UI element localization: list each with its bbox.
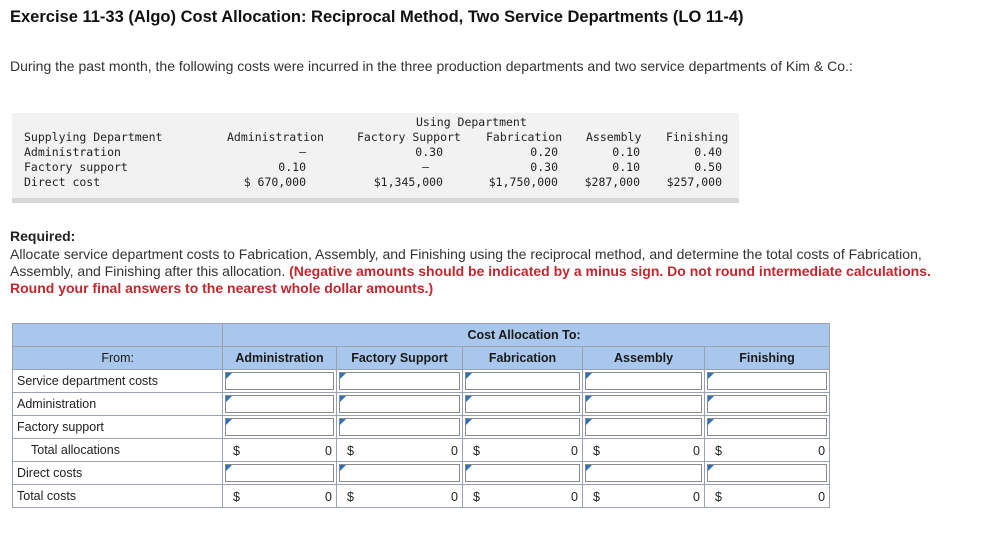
cell-factory-fabrication: 0.30 (530, 160, 558, 174)
allocation-answer-table (12, 323, 830, 508)
total-alloc-factory (337, 439, 463, 462)
total-cost-assembly-value: 0 (693, 490, 700, 504)
cost-allocation-to-header (223, 324, 830, 347)
total-alloc-assembly (583, 439, 705, 462)
required-instructions: Allocate service department costs to Fabrication, Assembly, and Finishing using the reciprocal method, and determine the total costs of Fabrication, Assembly, and Finishing after this allocation. (10, 246, 922, 279)
cell-direct-finishing: $257,000 (666, 175, 722, 189)
input-admin-fabrication[interactable] (463, 393, 583, 416)
currency-symbol: $ (473, 444, 480, 458)
input-direct-admin[interactable] (223, 462, 337, 485)
col-header-administration: Administration (227, 130, 324, 144)
row-service-department-costs: Service department costs (13, 370, 223, 393)
table-row (13, 439, 830, 462)
cell-factory-finishing: 0.50 (694, 160, 722, 174)
col-header-finishing: Finishing (666, 130, 729, 144)
cell-admin-finishing: 0.40 (694, 145, 722, 159)
total-alloc-factory-value: 0 (451, 444, 458, 458)
total-alloc-assembly-value: 0 (693, 444, 700, 458)
input-factory-fabrication[interactable] (463, 416, 583, 439)
cell-admin-fabrication: 0.20 (530, 145, 558, 159)
input-admin-assembly[interactable] (583, 393, 705, 416)
cell-direct-admin: $ 670,000 (243, 175, 306, 189)
currency-symbol: $ (347, 444, 354, 458)
input-admin-admin[interactable] (223, 393, 337, 416)
row-total-costs: Total costs (13, 485, 223, 508)
input-direct-factory[interactable] (337, 462, 463, 485)
currency-symbol: $ (347, 490, 354, 504)
input-direct-finishing[interactable] (705, 462, 830, 485)
input-factory-admin[interactable] (223, 416, 337, 439)
required-label: Required: (10, 228, 76, 244)
currency-symbol: $ (715, 490, 722, 504)
cost-data-table (12, 113, 739, 203)
total-cost-fabrication (463, 485, 583, 508)
cell-admin-assembly: 0.10 (612, 145, 640, 159)
col-header-factory-support: Factory Support (357, 130, 461, 144)
input-service-finishing[interactable] (705, 370, 830, 393)
currency-symbol: $ (473, 490, 480, 504)
col-header-fabrication: Fabrication (486, 130, 563, 144)
input-service-assembly[interactable] (583, 370, 705, 393)
input-service-admin[interactable] (223, 370, 337, 393)
supplying-department-header: Supplying Department (24, 130, 163, 144)
input-service-fabrication[interactable] (463, 370, 583, 393)
exercise-title: Exercise 11-33 (Algo) Cost Allocation: Reciprocal Method, Two Service Departments (LO 11-4) (10, 8, 744, 26)
currency-symbol: $ (593, 490, 600, 504)
total-alloc-fabrication-value: 0 (571, 444, 578, 458)
table-row (13, 462, 830, 485)
row-label-direct-cost: Direct cost (24, 175, 101, 189)
row-administration: Administration (13, 393, 223, 416)
group-header-label: Cost Allocation To: (467, 328, 581, 342)
row-direct-costs: Direct costs (13, 462, 223, 485)
col-header-assembly: Assembly (586, 130, 642, 144)
currency-symbol: $ (593, 444, 600, 458)
cell-admin-admin: – (299, 145, 306, 159)
table-row (13, 370, 830, 393)
currency-symbol: $ (233, 444, 240, 458)
input-factory-assembly[interactable] (583, 416, 705, 439)
row-label-factory-support: Factory support (24, 160, 128, 174)
col-assembly: Assembly (583, 347, 705, 370)
total-alloc-admin (223, 439, 337, 462)
row-label-administration: Administration (24, 145, 121, 159)
using-department-header: Using Department (416, 115, 527, 129)
total-alloc-finishing-value: 0 (818, 444, 826, 458)
cell-factory-factory: – (422, 160, 429, 174)
col-finishing: Finishing (705, 347, 830, 370)
required-note: (Negative amounts should be indicated by a minus sign. Do not round intermediate calculations. Round your final answers to the nearest whole dollar amounts.) (10, 263, 931, 296)
total-cost-admin (223, 485, 337, 508)
currency-symbol: $ (715, 444, 722, 458)
input-service-factory[interactable] (337, 370, 463, 393)
total-cost-factory-value: 0 (451, 490, 458, 504)
input-factory-finishing[interactable] (705, 416, 830, 439)
table-row (13, 416, 830, 439)
header-blank (13, 324, 223, 347)
input-factory-factory[interactable] (337, 416, 463, 439)
required-text (10, 246, 975, 297)
from-header: From: (13, 347, 223, 370)
input-direct-fabrication[interactable] (463, 462, 583, 485)
input-admin-finishing[interactable] (705, 393, 830, 416)
col-factory-support: Factory Support (337, 347, 463, 370)
total-cost-finishing (705, 485, 830, 508)
total-alloc-finishing (705, 439, 830, 462)
total-cost-finishing-value: 0 (818, 490, 826, 504)
input-direct-assembly[interactable] (583, 462, 705, 485)
cell-direct-assembly: $287,000 (584, 175, 640, 189)
intro-text: During the past month, the following costs were incurred in the three production departments and two service departments of Kim & Co.: (10, 58, 853, 74)
table-header-row (13, 324, 830, 347)
table-subheader-row (13, 347, 830, 370)
row-total-allocations: Total allocations (13, 439, 223, 462)
total-alloc-admin-value: 0 (325, 444, 332, 458)
cell-admin-factory: 0.30 (415, 145, 443, 159)
cell-direct-fabrication: $1,750,000 (488, 175, 558, 189)
row-factory-support: Factory support (13, 416, 223, 439)
col-administration: Administration (223, 347, 337, 370)
table-row (13, 393, 830, 416)
table-row (13, 485, 830, 508)
currency-symbol: $ (233, 490, 240, 504)
total-cost-assembly (583, 485, 705, 508)
input-admin-factory[interactable] (337, 393, 463, 416)
cell-factory-admin: 0.10 (278, 160, 306, 174)
cell-factory-assembly: 0.10 (612, 160, 640, 174)
total-alloc-fabrication (463, 439, 583, 462)
total-cost-admin-value: 0 (325, 490, 332, 504)
total-cost-factory (337, 485, 463, 508)
total-cost-fabrication-value: 0 (571, 490, 578, 504)
col-fabrication: Fabrication (463, 347, 583, 370)
cell-direct-factory: $1,345,000 (373, 175, 443, 189)
